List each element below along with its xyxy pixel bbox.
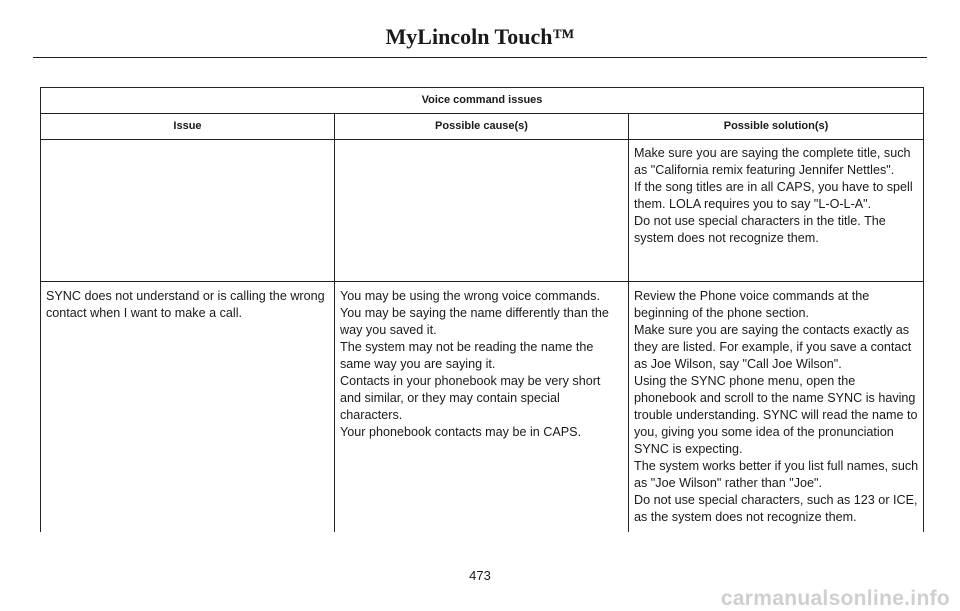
page-number: 473	[469, 568, 491, 583]
solutions-cell	[629, 140, 924, 282]
solution-text: Do not use special characters, such as 123 or ICE, as the system does not recognize them.	[634, 493, 918, 524]
table-caption: Voice command issues	[41, 88, 924, 114]
watermark-logo: carmanualsonline.info	[720, 587, 950, 610]
issue-text: SYNC does not understand or is calling the wrong contact when I want to make a call.	[46, 289, 325, 320]
table-row	[41, 282, 924, 533]
cause-text: Your phonebook contacts may be in CAPS.	[340, 425, 582, 439]
causes-cell	[335, 140, 629, 282]
voice-command-issues-table	[40, 87, 924, 532]
page-header-title: MyLincoln Touch™	[385, 24, 575, 49]
table-row	[41, 140, 924, 282]
solution-text: Make sure you are saying the contacts exactly as they are listed. For example, if you save a contact as Joe Wilson, say "Call Joe Wilson".	[634, 323, 912, 371]
solution-text: Review the Phone voice commands at the beginning of the phone section.	[634, 289, 870, 320]
column-header-causes: Possible cause(s)	[335, 114, 629, 140]
issue-cell	[41, 282, 335, 533]
column-header-solutions: Possible solution(s)	[629, 114, 924, 140]
causes-cell	[335, 282, 629, 533]
cause-text: You may be saying the name differently than the way you saved it.	[340, 306, 609, 337]
column-header-issue: Issue	[41, 114, 335, 140]
solution-text: The system works better if you list full names, such as "Joe Wilson" rather than "Joe".	[634, 459, 919, 490]
solution-text: Using the SYNC phone menu, open the phonebook and scroll to the name SYNC is having trouble understanding. SYNC will read the name to you, giving you some idea of the pronunciation SYNC is expecting.	[634, 374, 918, 456]
cause-text: Contacts in your phonebook may be very short and similar, or they may contain special characters.	[340, 374, 601, 422]
cause-text: The system may not be reading the name the same way you are saying it.	[340, 340, 594, 371]
header-divider	[33, 57, 927, 58]
solution-text: Make sure you are saying the complete title, such as "California remix featuring Jennifer Nettles".	[634, 146, 911, 177]
solution-text: If the song titles are in all CAPS, you have to spell them. LOLA requires you to say "L-O-L-A".	[634, 180, 913, 211]
cause-text: You may be using the wrong voice commands.	[340, 289, 600, 303]
issue-cell	[41, 140, 335, 282]
solutions-cell	[629, 282, 924, 533]
voice-command-issues-table-container	[40, 87, 923, 532]
solution-text: Do not use special characters in the title. The system does not recognize them.	[634, 214, 886, 245]
